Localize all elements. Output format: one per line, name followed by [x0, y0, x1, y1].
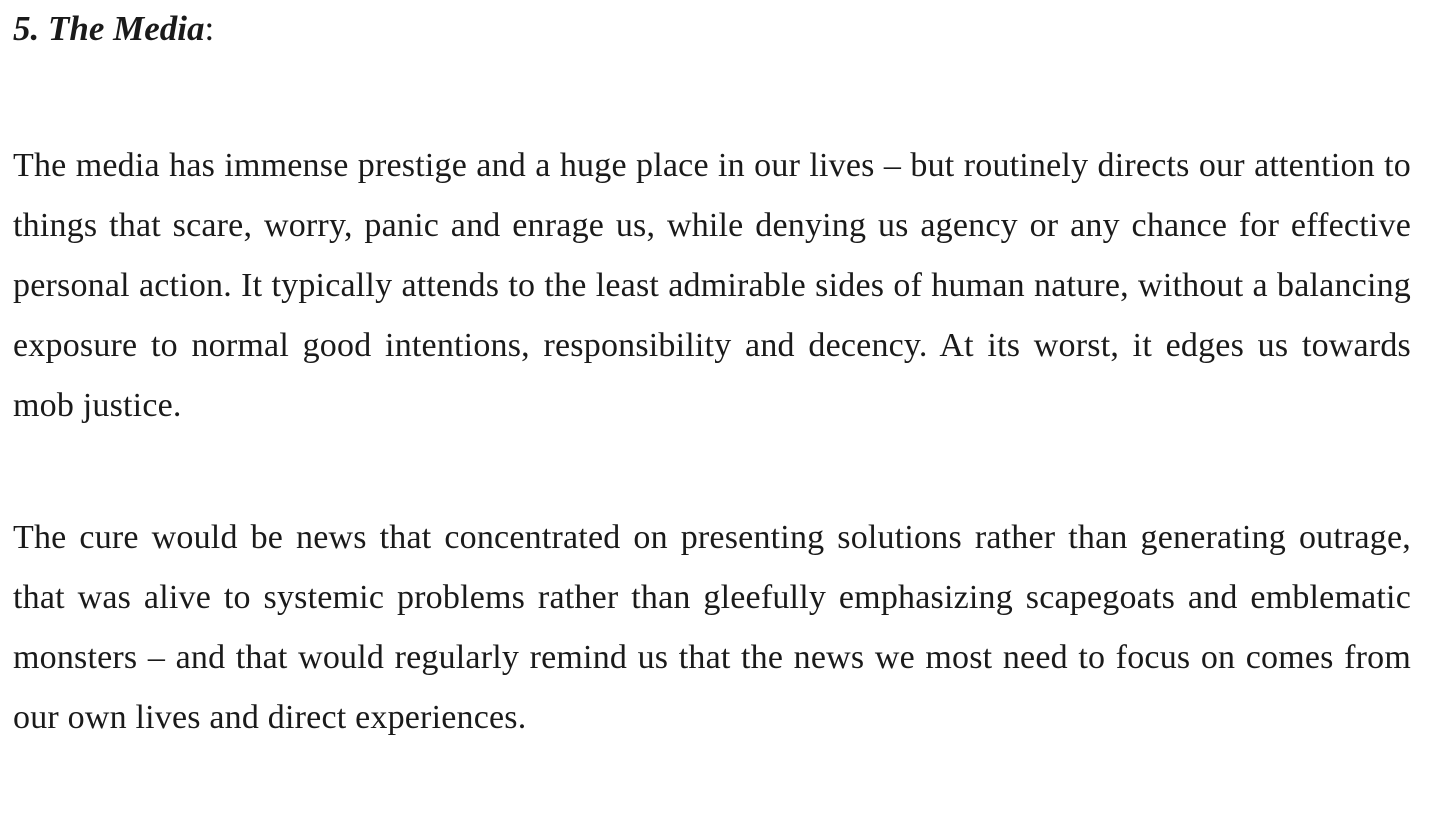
section-heading — [13, 0, 1411, 52]
section-heading-colon: : — [204, 9, 215, 48]
paragraph-media-cure: The cure would be news that concentrated on presenting solutions rather than generating outrage, that was alive to systemic problems rather than gleefully emphasizing scapegoats and emblematic monsters – and that would regularly remind us that the news we most need to focus on comes from our own lives and direct experiences. — [13, 519, 1411, 736]
paragraph-media-problem: The media has immense prestige and a huge place in our lives – but routinely directs our attention to things that scare, worry, panic and enrage us, while denying us agency or any chance for effective personal action. It typically attends to the least admirable sides of human nature, without a balancing exposure to normal good intentions, responsibility and decency. At its worst, it edges us towards mob justice. — [13, 147, 1411, 424]
article — [13, 0, 1411, 748]
section-heading-title: 5. The Media — [13, 9, 205, 48]
